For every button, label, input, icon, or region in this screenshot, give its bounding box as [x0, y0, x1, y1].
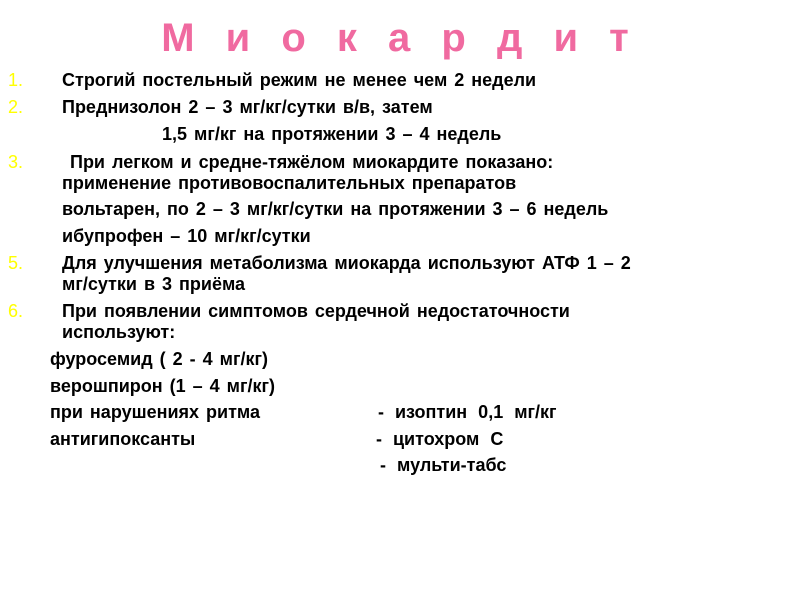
- list-number: 6.: [8, 301, 24, 321]
- list-text: мг/сутки в 3 приёма: [62, 274, 246, 294]
- list-text: При легком и средне-тяжёлом миокардите показано:: [70, 152, 554, 172]
- list-text: При появлении симптомов сердечной недостаточности: [62, 301, 570, 321]
- list-text: Для улучшения метаболизма миокарда используют АТФ 1 – 2: [62, 253, 631, 273]
- list-text: используют:: [62, 322, 176, 342]
- veroshpiron-line: верошпирон (1 – 4 мг/кг): [50, 376, 275, 396]
- list-number: 5.: [8, 253, 24, 273]
- furosemide-line: фуросемид ( 2 - 4 мг/кг): [50, 349, 268, 369]
- list-text: Строгий постельный режим не менее чем 2 недели: [62, 70, 537, 90]
- list-text: вольтарен, по 2 – 3 мг/кг/сутки на протяжении 3 – 6 недель: [62, 199, 609, 219]
- antihypoxants-label: антигипоксанты: [50, 429, 196, 449]
- antihypoxants-value-2: - мульти-табс: [380, 455, 507, 475]
- list-text: применение противовоспалительных препаратов: [62, 173, 517, 193]
- list-number: 2.: [8, 97, 24, 117]
- list-text: Преднизолон 2 – 3 мг/кг/сутки в/в, затем: [62, 97, 433, 117]
- list-text: 1,5 мг/кг на протяжении 3 – 4 недель: [162, 124, 502, 144]
- list-text: ибупрофен – 10 мг/кг/сутки: [62, 226, 311, 246]
- arrhythmia-label: при нарушениях ритма: [50, 402, 261, 422]
- arrhythmia-value: - изоптин 0,1 мг/кг: [378, 402, 557, 422]
- list-number: 1.: [8, 70, 24, 90]
- list-number: 3.: [8, 152, 24, 172]
- antihypoxants-value-1: - цитохром С: [376, 429, 504, 449]
- slide-title: М и о к а р д и т: [161, 16, 639, 60]
